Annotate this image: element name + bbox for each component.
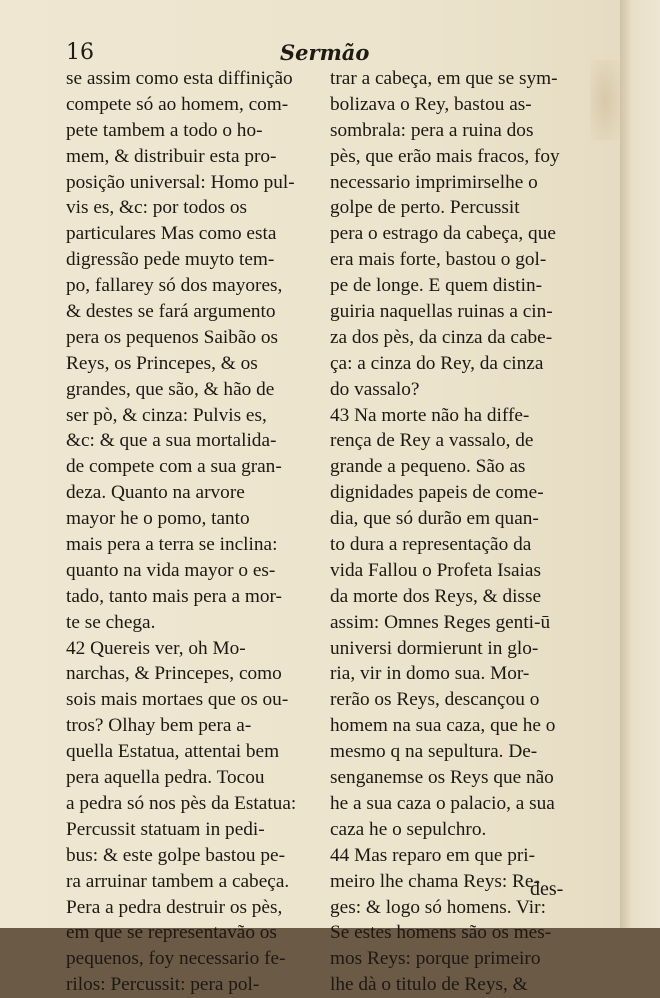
text-line: grandes, que são, & hão de (66, 378, 275, 400)
text-line: universi dormierunt in glo- (330, 637, 539, 659)
text-line: & destes se fará argumento (66, 301, 276, 323)
text-line: te se chega. (66, 611, 156, 633)
text-line: trar a cabeça, em que se sym- (330, 68, 558, 89)
text-line: deza. Quanto na arvore (66, 482, 245, 504)
text-line: vida Fallou o Profeta Isaias (330, 559, 541, 581)
text-line: rilos: Percussit: pera pol- (66, 974, 260, 996)
text-line: mesmo q na sepultura. De- (330, 741, 538, 763)
text-line: quella Estatua, attentai bem (66, 741, 280, 763)
text-line: narchas, & Princepes, como (66, 663, 282, 685)
text-line: ria, vir in domo sua. Mor- (330, 663, 530, 685)
text-line: compete só ao homem, com- (66, 93, 289, 115)
text-line: Reys, os Princepes, & os (66, 352, 258, 374)
text-line: em que se representavão os (66, 922, 277, 944)
text-line: Se estes homens são os mes- (330, 922, 552, 944)
text-line: guiria naquellas ruinas a cin- (330, 301, 553, 323)
text-line: tros? Olhay bem pera a- (66, 715, 252, 737)
catchword: des- (530, 878, 564, 900)
text-line: quanto na vida mayor o es- (66, 559, 276, 581)
text-line: ser pò, & cinza: Pulvis es, (66, 404, 267, 426)
text-line: a pedra só nos pès da Estatua: (66, 792, 297, 814)
text-line: 44 Mas reparo em que pri- (330, 844, 536, 866)
text-line: pera os pequenos Saibão os (66, 326, 279, 348)
paper-stain (590, 60, 620, 140)
text-line: ra arruinar tambem a cabeça. (66, 870, 290, 892)
page-number: 16 (66, 40, 94, 65)
text-line: dia, que só durão em quan- (330, 508, 539, 530)
text-line: se assim como esta diffinição (66, 68, 293, 89)
text-line: po, fallarey só dos mayores, (66, 275, 283, 297)
right-column (330, 66, 590, 998)
text-line: particulares Mas como esta (66, 223, 277, 245)
text-line: he a sua caza o palacio, a sua (330, 792, 555, 814)
text-line: era mais forte, bastou o gol- (330, 249, 547, 271)
text-line: grande a pequeno. São as (330, 456, 526, 478)
facing-page-edge (620, 0, 660, 928)
text-line: pera o estrago da cabeça, que (330, 223, 556, 245)
text-line: &c: & que a sua mortalida- (66, 430, 277, 452)
text-line: de compete com a sua gran- (66, 456, 282, 478)
text-line: dignidades papeis de come- (330, 482, 544, 504)
text-line: pe de longe. E quem distin- (330, 275, 543, 297)
text-line: assim: Omnes Reges genti-ū (330, 611, 551, 633)
text-line: golpe de perto. Percussit (330, 197, 520, 219)
text-line: Pera a pedra destruir os pès, (66, 896, 283, 918)
text-line: sois mais mortaes que os ou- (66, 689, 289, 711)
text-line: meiro lhe chama Reys: Re- (330, 870, 540, 892)
text-line: pequenos, foy necessario fe- (66, 948, 286, 970)
text-line: da morte dos Reys, & disse (330, 585, 542, 607)
text-line: necessario imprimirselhe o (330, 171, 538, 193)
text-line: Percussit statuam in pedi- (66, 818, 265, 840)
text-line: ges: & logo só homens. Vir: (330, 896, 546, 918)
text-line: vis es, &c: por todos os (66, 197, 248, 219)
text-line: do vassalo? (330, 378, 420, 400)
text-line: 42 Quereis ver, oh Mo- (66, 637, 246, 659)
text-line: mos Reys: porque primeiro (330, 948, 541, 970)
text-line: to dura a representação da (330, 534, 532, 556)
text-line: bolizava o Rey, bastou as- (330, 93, 532, 115)
text-line: lhe dà o titulo de Reys, & (330, 974, 528, 996)
text-line: pera aquella pedra. Tocou (66, 767, 265, 789)
text-line: mayor he o pomo, tanto (66, 508, 250, 530)
text-line: pete tambem a todo o ho- (66, 119, 263, 141)
text-line: digressão pede muyto tem- (66, 249, 275, 271)
text-line: homem na sua caza, que he o (330, 715, 556, 737)
text-line: posição universal: Homo pul- (66, 171, 295, 193)
text-line: ça: a cinza do Rey, da cinza (330, 352, 544, 374)
text-line: rerão os Reys, descançou o (330, 689, 540, 711)
text-line: 43 Na morte não ha diffe- (330, 404, 530, 426)
text-line: senganemse os Reys que não (330, 767, 554, 789)
text-line: tado, tanto mais pera a mor- (66, 585, 282, 607)
text-line: sombrala: pera a ruina dos (330, 119, 534, 141)
text-line: mais pera a terra se inclina: (66, 534, 278, 556)
text-line: bus: & este golpe bastou pe- (66, 844, 286, 866)
running-head: Sermão (280, 40, 370, 65)
left-column (66, 66, 316, 998)
text-line: caza he o sepulchro. (330, 818, 487, 840)
text-line: za dos pès, da cinza da cabe- (330, 326, 553, 348)
text-line: mem, & distribuir esta pro- (66, 145, 277, 167)
text-line: pès, que erão mais fracos, foy (330, 145, 560, 167)
text-line: rença de Rey a vassalo, de (330, 430, 534, 452)
